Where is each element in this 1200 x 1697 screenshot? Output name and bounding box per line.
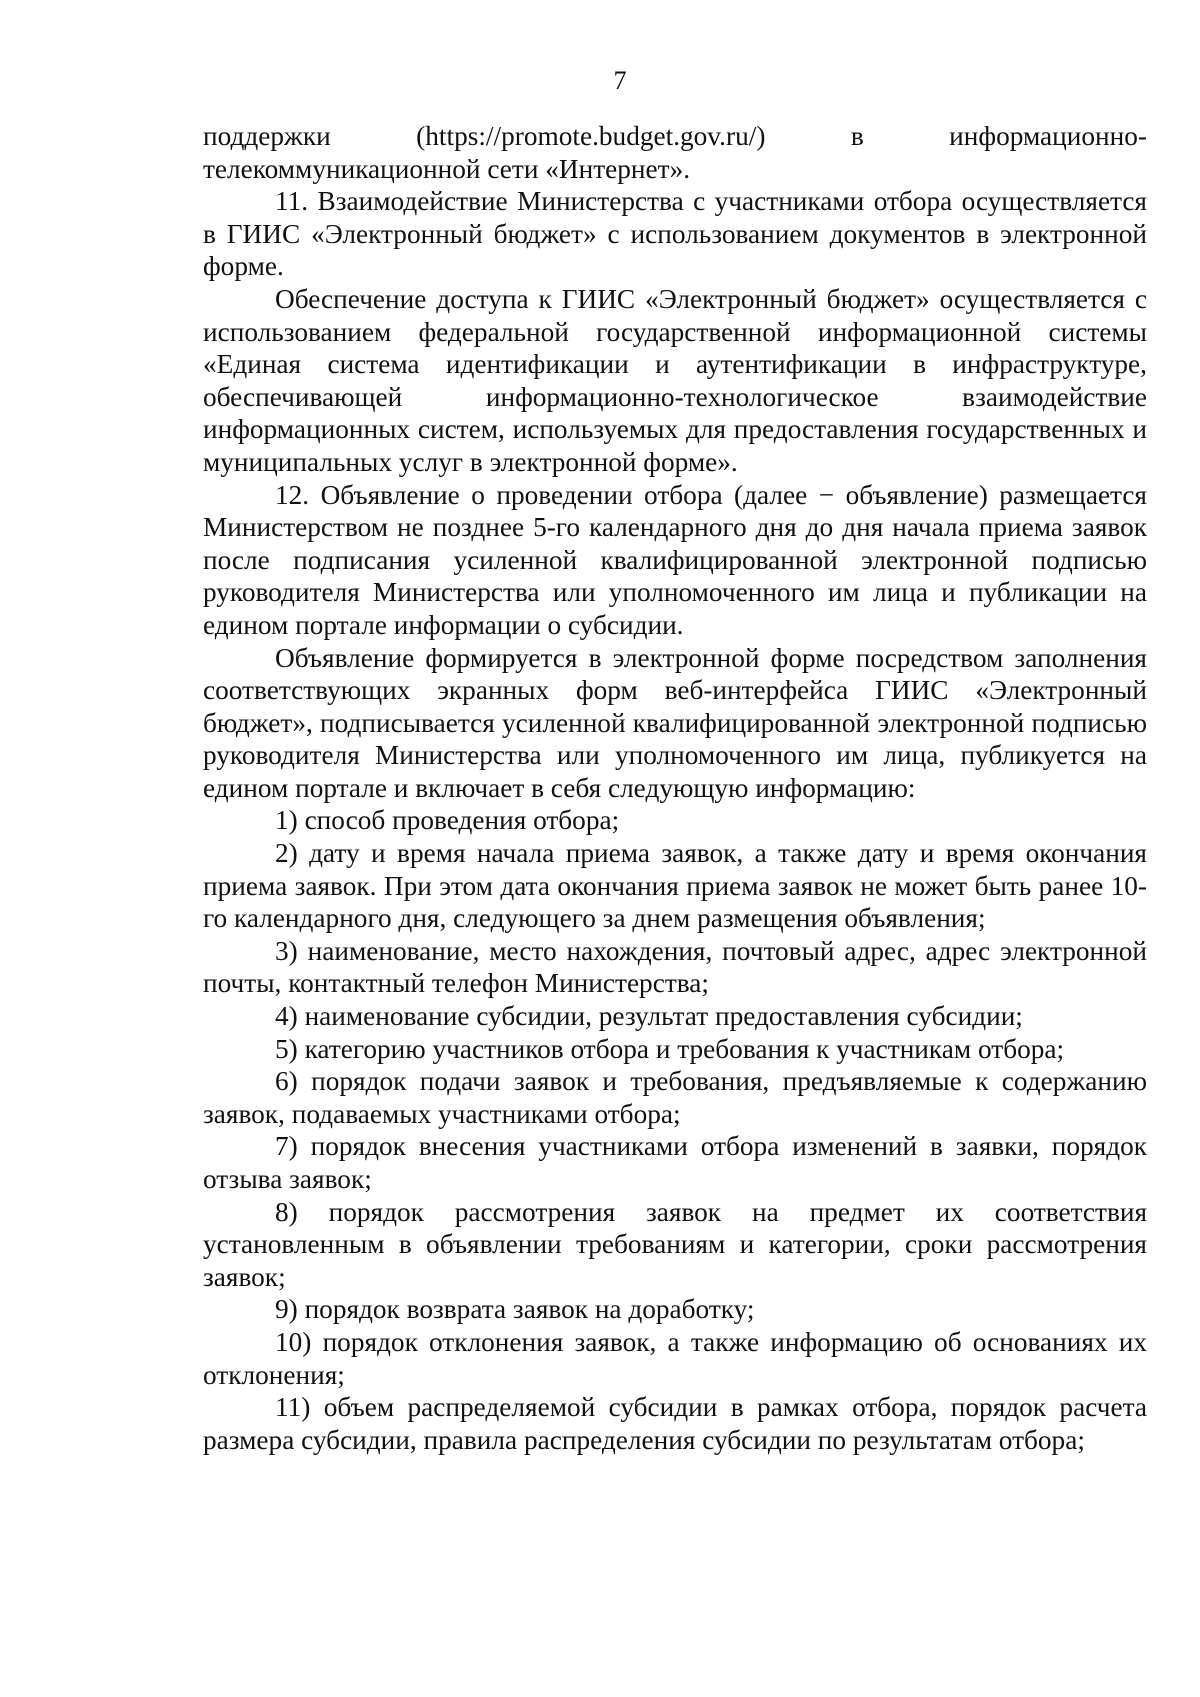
paragraph-announcement-contents: Объявление формируется в электронной форме посредством заполнения соответствующих экранных форм веб-интерфейса ГИИС «Электронный бюджет», подписывается усиленной квалифицированной электронной подписью руководителя Министерства или уполномоченного им лица, публикуется на едином портале и включает в себя следующую информацию: <box>203 642 1147 803</box>
paragraph-item-12: 12. Объявление о проведении отбора (далее − объявление) размещается Министерством не позднее 5-го календарного дня до дня начала приема заявок после подписания усиленной квалифицированной электронной подписью руководителя Министерства или уполномоченного им лица и публикации на едином портале информации о субсидии. <box>203 479 1147 640</box>
list-item-1: 1) способ проведения отбора; <box>275 805 620 836</box>
paragraph-continuation: поддержки (https://promote.budget.gov.ru/) в информационно-телекоммуникационной сети «Интернет». <box>203 121 1147 184</box>
list-item-2: 2) дату и время начала приема заявок, а также дату и время окончания приема заявок. При этом дата окончания приема заявок не может быть ранее 10-го календарного дня, следующего за днем размещения объявления; <box>203 838 1147 934</box>
list-item-7: 7) порядок внесения участниками отбора изменений в заявки, порядок отзыва заявок; <box>203 1131 1147 1194</box>
list-item-10: 10) порядок отклонения заявок, а также информацию об основаниях их отклонения; <box>203 1326 1147 1390</box>
list-item-5: 5) категорию участников отбора и требования к участникам отбора; <box>275 1033 1065 1064</box>
paragraph-item-11: 11. Взаимодействие Министерства с участниками отбора осуществляется в ГИИС «Электронный бюджет» с использованием документов в электронной форме. <box>203 186 1147 282</box>
list-item-3: 3) наименование, место нахождения, почтовый адрес, адрес электронной почты, контактный телефон Министерства; <box>203 935 1147 999</box>
document-body <box>203 120 1147 1456</box>
paragraph-access: Обеспечение доступа к ГИИС «Электронный бюджет» осуществляется с использованием федеральной государственной информационной системы «Единая система идентификации и аутентификации в инфраструктуре, обеспечивающей информационно-технологическое взаимодействие информационных систем, используемых для предоставления государственных и муниципальных услуг в электронной форме». <box>203 283 1147 477</box>
list-item-9: 9) порядок возврата заявок на доработку; <box>275 1294 755 1325</box>
list-item-4: 4) наименование субсидии, результат предоставления субсидии; <box>275 1001 1023 1032</box>
page-number: 7 <box>613 66 627 95</box>
list-item-11: 11) объем распределяемой субсидии в рамках отбора, порядок расчета размера субсидии, правила распределения субсидии по результатам отбора; <box>203 1392 1147 1455</box>
list-item-6: 6) порядок подачи заявок и требования, предъявляемые к содержанию заявок, подаваемых участниками отбора; <box>203 1066 1147 1129</box>
list-item-8: 8) порядок рассмотрения заявок на предмет их соответствия установленным в объявлении требованиям и категории, сроки рассмотрения заявок; <box>203 1196 1147 1292</box>
